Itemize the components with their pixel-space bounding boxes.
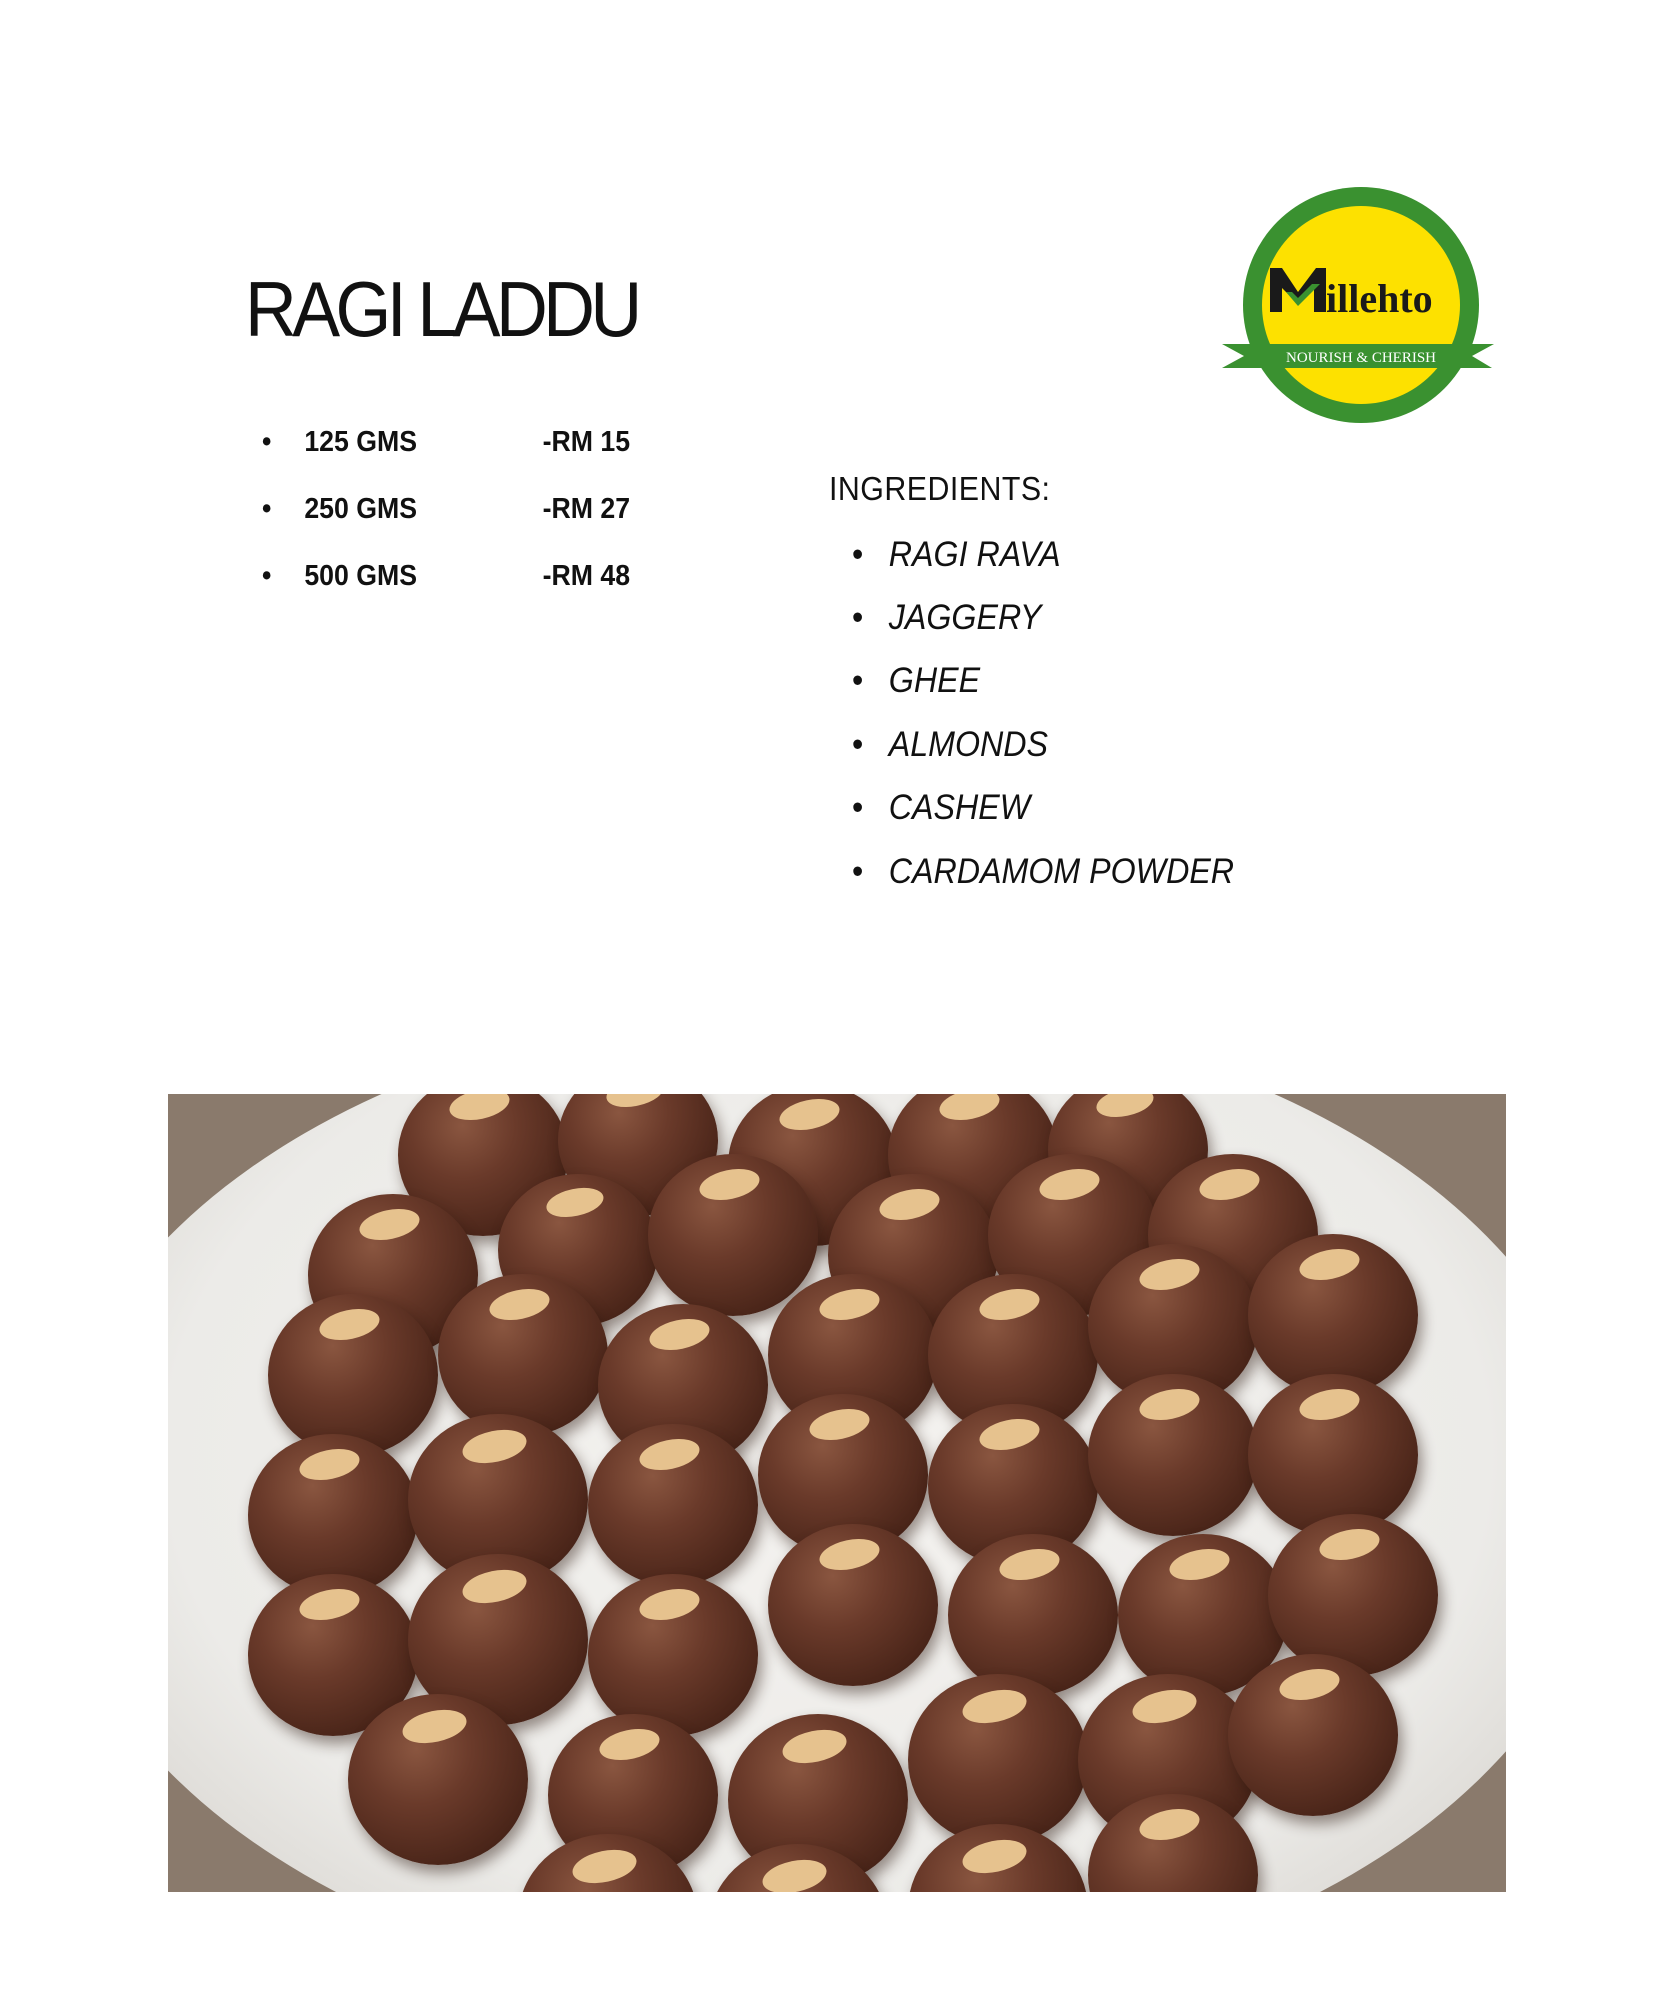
cashew-piece — [807, 1404, 873, 1445]
laddu-photo — [168, 1094, 1506, 1892]
cashew-piece — [817, 1534, 883, 1575]
cashew-piece — [297, 1584, 363, 1625]
cashew-piece — [604, 1094, 666, 1112]
cashew-piece — [1277, 1664, 1343, 1705]
cashew-piece — [460, 1425, 530, 1469]
laddu — [948, 1534, 1118, 1696]
cashew-piece — [597, 1724, 663, 1765]
ingredient-item — [852, 790, 1030, 825]
price-amount: -RM 27 — [542, 493, 631, 525]
laddu — [768, 1524, 938, 1686]
cashew-piece — [637, 1584, 703, 1625]
cashew-piece — [777, 1094, 843, 1135]
laddu — [348, 1694, 528, 1865]
cashew-piece — [400, 1705, 470, 1749]
cashew-piece — [1197, 1164, 1263, 1205]
price-amount: -RM 48 — [542, 560, 631, 592]
ingredient-item — [852, 727, 1048, 762]
cashew-piece — [960, 1835, 1030, 1879]
bullet: • — [262, 493, 272, 525]
bullet: • — [852, 788, 864, 827]
price-size: 125 GMS — [304, 426, 418, 458]
laddu — [1268, 1514, 1438, 1676]
ingredient-label: JAGGERY — [888, 598, 1042, 637]
cashew-piece — [937, 1094, 1003, 1125]
cashew-piece — [877, 1184, 943, 1225]
laddu — [1248, 1234, 1418, 1396]
cashew-piece — [357, 1204, 423, 1245]
cashew-piece — [1037, 1164, 1103, 1205]
cashew-piece — [960, 1685, 1030, 1729]
laddu — [438, 1274, 608, 1436]
cashew-piece — [697, 1164, 763, 1205]
bullet: • — [852, 661, 864, 700]
ingredients-heading: INGREDIENTS: — [829, 470, 1051, 507]
cashew-piece — [1317, 1524, 1383, 1565]
ingredient-label: ALMONDS — [888, 725, 1049, 764]
laddu — [648, 1154, 818, 1316]
ingredient-label: CARDAMOM POWDER — [888, 852, 1235, 891]
price-amount: -RM 15 — [542, 426, 631, 458]
ingredient-item — [852, 854, 1234, 889]
laddu — [248, 1434, 418, 1596]
cashew-piece — [1167, 1544, 1233, 1585]
laddu — [588, 1424, 758, 1586]
laddu — [1248, 1374, 1418, 1536]
product-title: RAGI LADDU — [245, 265, 638, 353]
laddu — [908, 1674, 1088, 1845]
price-size: 500 GMS — [304, 560, 418, 592]
cashew-piece — [317, 1304, 383, 1345]
laddu — [268, 1294, 438, 1456]
cashew-piece — [1137, 1384, 1203, 1425]
cashew-piece — [997, 1544, 1063, 1585]
ingredient-label: GHEE — [888, 661, 981, 700]
cashew-piece — [817, 1284, 883, 1325]
ingredient-label: RAGI RAVA — [888, 535, 1061, 574]
cashew-piece — [460, 1565, 530, 1609]
cashew-piece — [1094, 1094, 1156, 1122]
logo-brand: illehto — [1326, 276, 1433, 321]
logo-tagline: NOURISH & CHERISH — [1285, 350, 1437, 366]
cashew-piece — [647, 1314, 713, 1355]
cashew-piece — [544, 1183, 606, 1222]
bullet: • — [852, 598, 864, 637]
ingredient-item — [852, 600, 1041, 635]
bullet: • — [852, 852, 864, 891]
ingredient-label: CASHEW — [888, 788, 1031, 827]
cashew-piece — [1130, 1685, 1200, 1729]
laddu — [1228, 1654, 1398, 1816]
cashew-piece — [570, 1845, 640, 1889]
bullet: • — [262, 560, 272, 592]
cashew-piece — [760, 1855, 830, 1892]
cashew-piece — [487, 1284, 553, 1325]
bullet: • — [852, 535, 864, 574]
bullet: • — [262, 426, 272, 458]
price-size: 250 GMS — [304, 493, 418, 525]
cashew-piece — [447, 1094, 513, 1125]
cashew-piece — [1137, 1254, 1203, 1295]
cashew-piece — [1297, 1384, 1363, 1425]
cashew-piece — [780, 1725, 850, 1769]
cashew-piece — [1137, 1804, 1203, 1845]
laddu — [1088, 1374, 1258, 1536]
millehto-logo — [1222, 184, 1502, 429]
cashew-piece — [297, 1444, 363, 1485]
ingredient-item — [852, 537, 1061, 572]
cashew-piece — [977, 1414, 1043, 1455]
cashew-piece — [1297, 1244, 1363, 1285]
cashew-piece — [637, 1434, 703, 1475]
bullet: • — [852, 725, 864, 764]
cashew-piece — [977, 1284, 1043, 1325]
laddu — [588, 1574, 758, 1736]
ingredient-item — [852, 663, 980, 698]
